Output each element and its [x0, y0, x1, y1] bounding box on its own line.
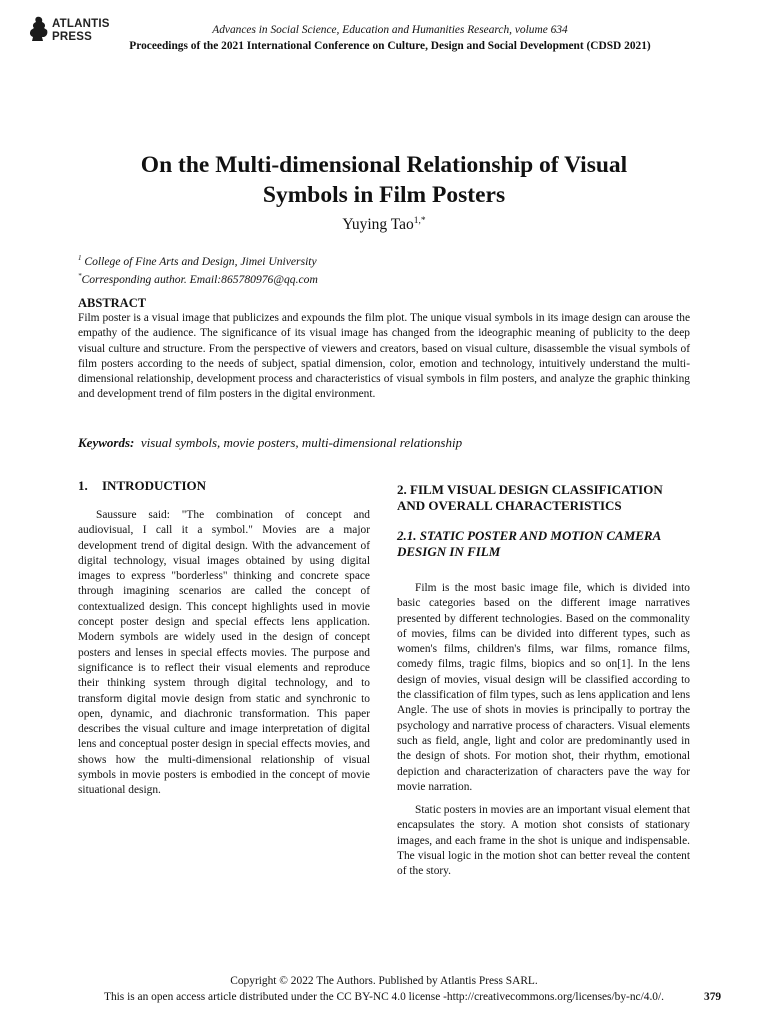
series-title: Advances in Social Science, Education and Humanities Research, volume 634	[212, 24, 568, 36]
left-column	[78, 478, 370, 799]
corresponding-superscript: *	[78, 271, 82, 280]
copyright-notice: Copyright © 2022 The Authors. Published by Atlantis Press SARL.	[230, 975, 538, 987]
author-superscript: 1,*	[413, 216, 426, 226]
affiliations	[78, 251, 318, 287]
paper-title-line-2: Symbols in Film Posters	[262, 182, 506, 208]
affiliation-line	[78, 251, 318, 269]
author-line	[60, 216, 708, 234]
section-1-heading	[78, 478, 370, 494]
section-1-title: INTRODUCTION	[102, 478, 207, 493]
corresponding-text: Corresponding author. Email:865780976@qq.com	[81, 272, 318, 286]
section-2-heading: 2. FILM VISUAL DESIGN CLASSIFICATION AND OVERALL CHARACTERISTICS	[397, 482, 663, 513]
paper-title	[60, 150, 708, 210]
affiliation-text: College of Fine Arts and Design, Jimei University	[84, 254, 317, 268]
thinker-statue-icon	[28, 16, 50, 42]
corresponding-line	[78, 269, 318, 287]
section-2-1-paragraph-2: Static posters in movies are an important visual element that encapsulates the story. A motion shot consists of stationary images, and each frame in the shot is unique and indispensable. The visual logic in the motion shot can better reveal the content of the story.	[397, 804, 690, 878]
page-number: 379	[704, 991, 722, 1003]
section-1-number: 1.	[78, 478, 88, 493]
keywords-text: visual symbols, movie posters, multi-dimensional relationship	[140, 435, 463, 450]
logo-line-1: ATLANTIS	[52, 18, 110, 30]
author-name: Yuying Tao	[342, 216, 414, 234]
keywords-line	[78, 435, 462, 451]
abstract-text: Film poster is a visual image that publicizes and expounds the film plot. The unique visual symbols in its image design can arouse the empathy of the audience. The significance of its visual image has changed from the ideographic meaning of publicity to the deep visual culture and structure. From the perspective of viewers and creators, based on visual culture, disassemble the visual symbols of film posters according to the needs of subject, spatial dimension, color, emotion and technology, intuitively understand the multi-dimensional relationship, development process and characteristics of visual symbols in film posters, and analyze the graphic thinking and development trend of film posters in the digital environment.	[78, 312, 690, 401]
license-notice: This is an open access article distributed under the CC BY-NC 4.0 license -http://creativecommons.org/licenses/by-nc/4.0/.	[103, 991, 664, 1003]
keywords-label: Keywords:	[78, 435, 135, 450]
abstract-heading: ABSTRACT	[78, 296, 147, 310]
right-column	[397, 482, 690, 880]
introduction-paragraph: Saussure said: "The combination of concept and audiovisual, I call it a symbol." Movies are a major development trend of digital design. With the advancement of digital technology, visual images obtained by using digital images to express "borderless" thinking and concrete space through imagining scenarios are called the concept of contextualized design. This concept highlights used in movie concept poster design and special effects lens application. Modern symbols are widely used in the design of concept posters and lenses in special effects movies. The purpose and significance is to reflect their visual elements and reproduce their thinking system through digital technology, and to transform digital movie design from static and synchronic to open, dynamic, and diachronic transformation. This paper describes the visual culture and image interpretation of digital lens and conceptual poster design in special effects movies, and shows how the multi-dimensional relationship of visual symbols in movie posters is embodied in the concept of movie situational design.	[78, 509, 370, 797]
section-2-1-paragraph-1: Film is the most basic image file, which is divided into basic categories based on the different image narratives presented by different technologies. Based on the commonality of movies, films can be divided into different types, such as women's films, children's films, war films, romance films, comedy films, tragic films, biopics and so on[1]. In the lens design of movies, visual design will be classified according to the classification of film types, such as lens application and lens Angle. The use of shots in movies is principally to portray the psychology and narrative process of characters. Visual elements such as field, angle, light and color are predominantly used in the design of shots. For motion shot, their rhythm, emotional depiction and characterization of characters pave the way for movie narration.	[397, 582, 690, 793]
paper-title-line-1: On the Multi-dimensional Relationship of Visual	[140, 152, 628, 178]
proceedings-title: Proceedings of the 2021 International Conference on Culture, Design and Social Development (CDSD 2021)	[129, 40, 651, 52]
section-2-1-heading: 2.1. STATIC POSTER AND MOTION CAMERA DESIGN IN FILM	[397, 528, 661, 559]
affiliation-superscript: 1	[78, 254, 82, 262]
logo-line-2: PRESS	[52, 31, 92, 43]
